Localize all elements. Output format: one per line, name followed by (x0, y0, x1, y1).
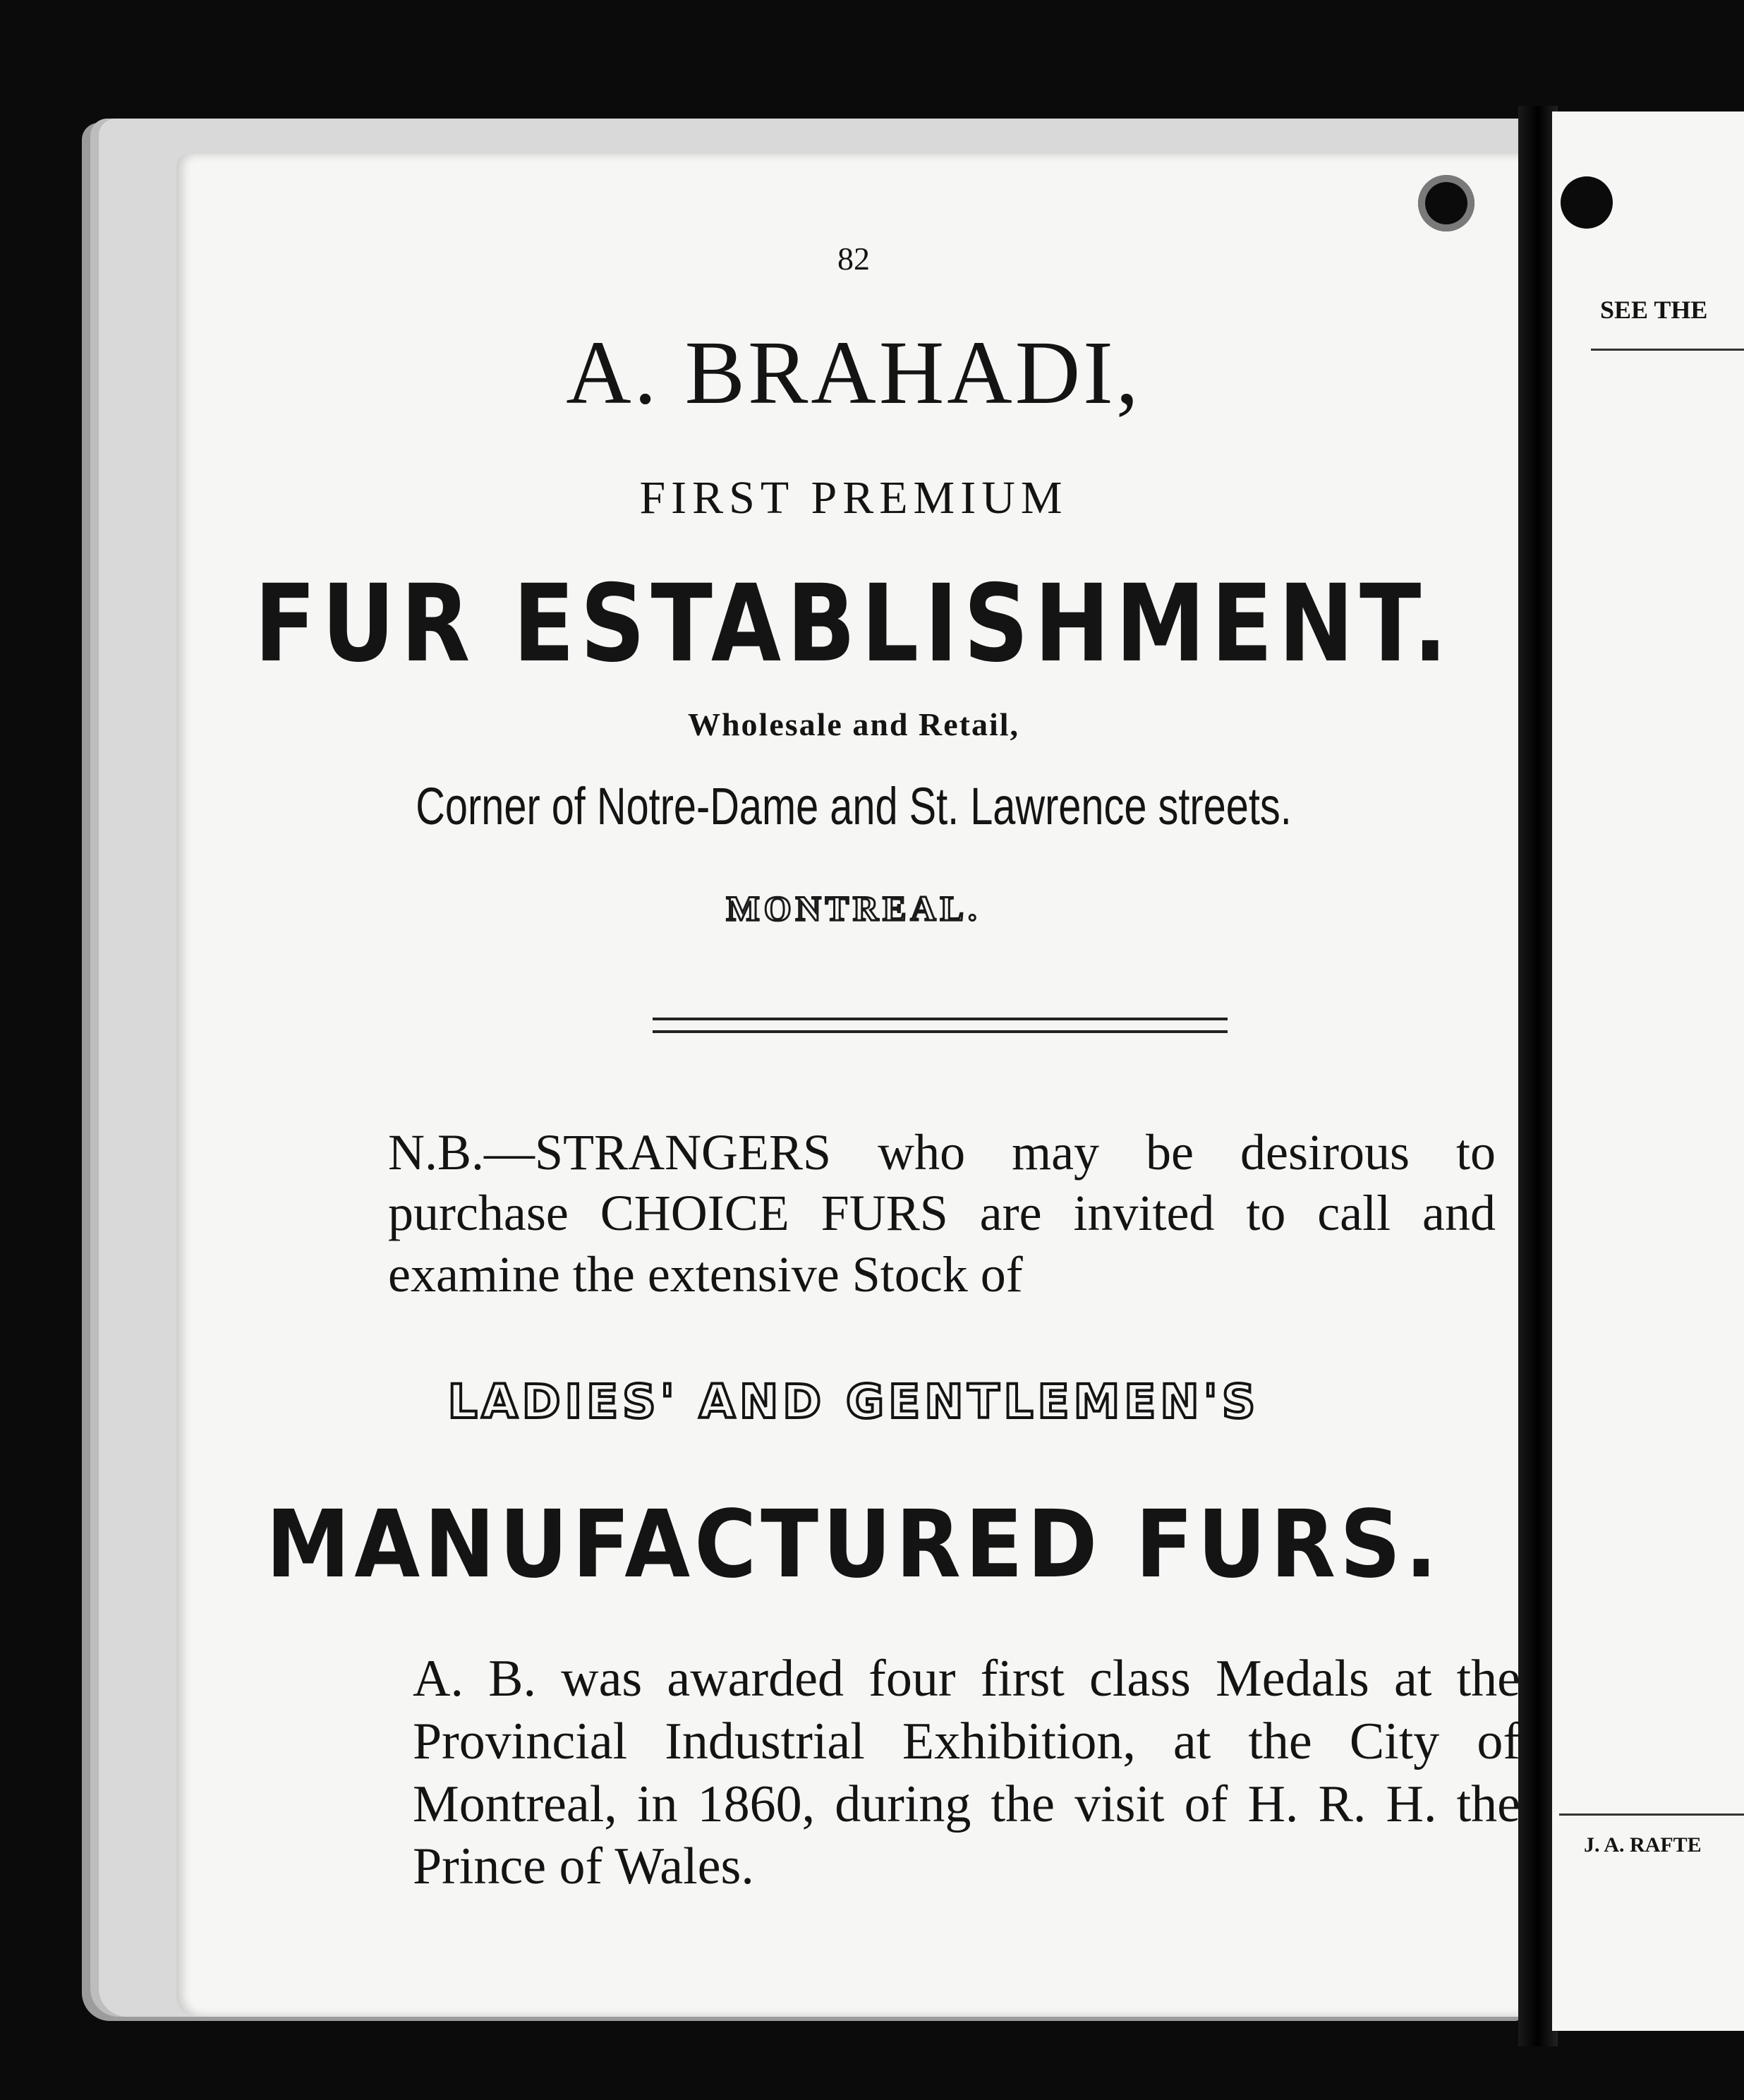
strangers-notice: N.B.—STRANGERS who may be desirous to purchase CHOICE FURS are invited to call and examine the extensive Stock of (388, 1124, 1496, 1303)
ladies-gentlemen-heading: LADIES' AND GENTLEMEN'S (447, 1375, 1260, 1429)
advertiser-name: A. BRAHADI, (566, 322, 1142, 423)
city-line: MONTREAL. (726, 888, 981, 928)
double-rule-divider (653, 1018, 1228, 1033)
right-page-footer-rule (1559, 1814, 1744, 1816)
award-paragraph: A. B. was awarded four first class Medals at the Provincial Industrial Exhibition, at the City of Montreal, in 1860, during the visit of H. R. H. the Prince of Wales. (413, 1650, 1520, 1896)
first-premium-heading: FIRST PREMIUM (639, 472, 1068, 524)
fur-establishment-heading: FUR ESTABLISHMENT. (254, 562, 1453, 687)
address-line: Corner of Notre-Dame and St. Lawrence streets. (416, 777, 1292, 835)
right-page-header-rule (1591, 349, 1744, 351)
right-page (1552, 111, 1744, 2031)
right-page-header-fragment: SEE THE (1600, 296, 1708, 324)
manufactured-furs-heading: MANUFACTURED FURS. (265, 1491, 1442, 1599)
right-page-footer-fragment: J. A. RAFTE (1584, 1833, 1702, 1857)
page-number: 82 (837, 241, 870, 277)
trade-line: Wholesale and Retail, (687, 706, 1020, 742)
binding-hole-left (1418, 175, 1474, 231)
binding-hole-right (1561, 176, 1613, 229)
